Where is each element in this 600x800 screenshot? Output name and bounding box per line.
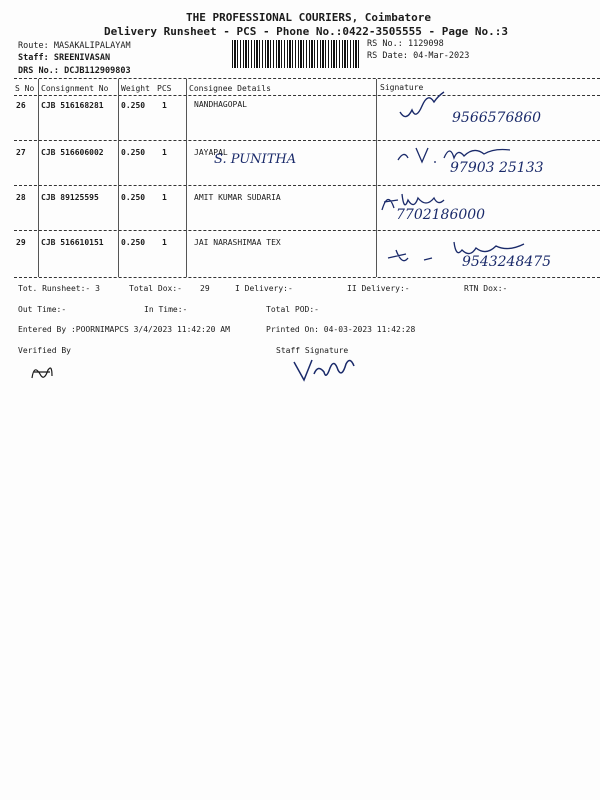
col-header-consignee: Consignee Details [189,84,271,93]
col-header-signature: Signature [380,83,424,92]
total-dox-label: Total Dox:- [129,284,182,293]
row-weight: 0.250 [121,238,146,247]
entered-by: Entered By :POORNIMAPCS 3/4/2023 11:42:20 AM [18,325,230,334]
column-divider [376,79,377,277]
rs-no-value: 1129098 [407,39,444,49]
row-sno: 27 [16,148,26,157]
drs-value: DCJB112909803 [64,66,131,76]
printed-on: Printed On: 04-03-2023 11:42:28 [266,325,416,334]
col-header-pcs: PCS [157,84,172,93]
row-consignee: AMIT KUMAR SUDARIA [194,193,281,202]
row-weight: 0.250 [121,101,146,110]
route-line [18,41,131,51]
total-runsheet: Tot. Runsheet:- 3 [18,284,100,293]
drs-label: DRS No.: [18,66,59,76]
row-pcs: 1 [162,193,167,202]
table-bottom-rule [14,277,600,278]
row-sno: 28 [16,193,26,202]
column-divider [118,79,119,277]
company-title: THE PROFESSIONAL COURIERS, Coimbatore [186,11,432,24]
out-time: Out Time:- [18,305,67,314]
handwritten-phone: 9566576860 [452,110,542,126]
row-pcs: 1 [162,101,167,110]
handwritten-receiver-name: S. PUNITHA [214,152,297,167]
column-divider [38,79,39,277]
row-consignment: CJB 516168281 [41,101,104,110]
barcode [232,40,360,68]
rs-no-line [367,39,444,49]
rs-no-label: RS No.: [367,39,403,49]
total-pod: Total POD:- [266,305,319,314]
handwritten-phone: 7702186000 [396,207,486,223]
row-consignee: JAYAPAL [194,148,228,157]
rs-date-line [367,51,469,61]
i-delivery: I Delivery:- [235,284,293,293]
runsheet-subtitle: Delivery Runsheet - PCS - Phone No.:0422-3505555 - Page No.:3 [104,25,508,38]
signature-mark [398,88,458,128]
total-dox-value: 29 [200,284,210,293]
row-weight: 0.250 [121,193,146,202]
route-label: Route: [18,41,49,51]
row-divider [14,185,600,186]
col-header-weight: Weight [121,84,150,93]
row-consignment: CJB 89125595 [41,193,99,202]
staff-signature-mark [290,354,360,388]
column-divider [186,79,187,277]
table-header-rule [14,95,600,96]
staff-signature-label: Staff Signature [276,346,349,355]
row-consignment: CJB 516610151 [41,238,104,247]
handwritten-phone: 97903 25133 [450,160,544,176]
rs-date-label: RS Date: [367,51,408,61]
row-divider [14,230,600,231]
row-consignment: CJB 516606002 [41,148,104,157]
row-pcs: 1 [162,148,167,157]
col-header-sno: S No [15,84,35,93]
staff-value: SREENIVASAN [53,53,111,63]
row-pcs: 1 [162,238,167,247]
row-sno: 26 [16,101,26,110]
row-sno: 29 [16,238,26,247]
table-top-rule [14,78,600,79]
row-consignee: NANDHAGOPAL [194,100,247,109]
route-value: MASAKALIPALAYAM [53,41,131,51]
rtn-dox: RTN Dox:- [464,284,508,293]
handwritten-phone: 9543248475 [462,254,552,270]
col-header-consignment: Consignment No [41,84,109,93]
row-consignee: JAI NARASHIMAA TEX [194,238,281,247]
row-weight: 0.250 [121,148,146,157]
in-time: In Time:- [144,305,188,314]
ii-delivery: II Delivery:- [347,284,410,293]
verified-by-label: Verified By [18,346,71,355]
staff-label: Staff: [18,53,49,63]
drs-line [18,66,131,76]
rs-date-value: 04-Mar-2023 [413,51,470,61]
verified-signature [28,360,56,384]
staff-line [18,53,110,63]
